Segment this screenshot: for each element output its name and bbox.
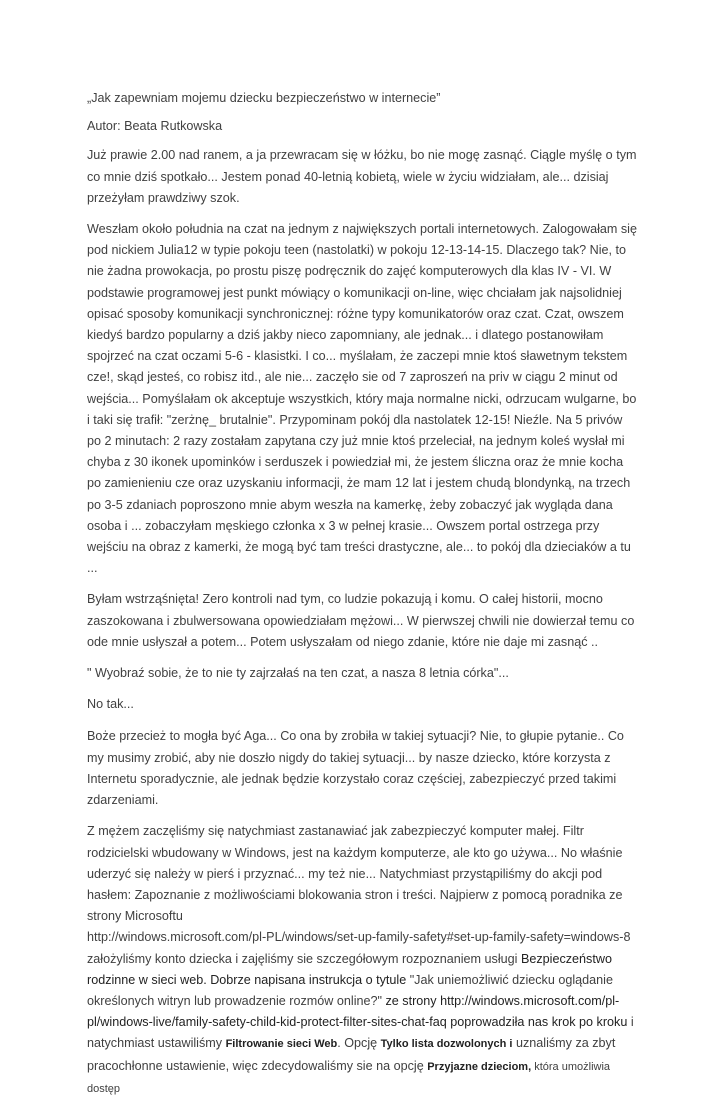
paragraph-1: Już prawie 2.00 nad ranem, a ja przewracam się w łóżku, bo nie mogę zasnąć. Ciągle myślę o tym co mnie dziś spotkało... Jestem ponad 40-letnią kobietą, wiele w życiu widziałam, ale... dzisiaj przeżyłam prawdziwy szok. (87, 148, 637, 205)
paragraph-7-text-5: która umożliwia dostęp (87, 1060, 611, 1095)
child-friendly-option: Przyjazne dzieciom, (427, 1060, 532, 1073)
paragraph-quote: " Wyobraź sobie, że to nie ty zajrzałaś na ten czat, a nasza 8 letnia córka"... (87, 666, 509, 681)
service-name-text: Bezpieczeństwo rodzinne w sieci web. Dobrze napisana instrukcja o tytule (87, 951, 612, 987)
paragraph-7-text-3: . Opcję (337, 1036, 381, 1051)
paragraph-7 (87, 821, 639, 1100)
allow-list-option: Tylko lista dozwolonych i (380, 1038, 513, 1051)
paragraph-7-text: założyliśmy konto dziecka i zajęliśmy sie szczegółowym rozpoznaniem usługi (87, 951, 521, 966)
instruction-source-text: ze strony http://windows.microsoft.com/pl-pl/windows-live/family-safety-child-kid-protect-filter-sites-chat-faq poprowadziła nas krok po kroku (87, 993, 628, 1030)
paragraph-short: No tak... (87, 697, 134, 712)
paragraph-7-text-2: i natychmiast ustawiliśmy (87, 1015, 634, 1051)
document-author: Autor: Beata Rutkowska (87, 119, 223, 134)
web-filter-label: Filtrowanie sieci Web (225, 1038, 338, 1051)
paragraph-2: Weszłam około południa na czat na jednym z największych portali internetowych. Zalogowałam się pod nickiem Julia12 w typie pokoju teen (nastolatki) w pokoju 12-13-14-15. Dlaczego tak? Nie, to nie żadna prowokacja, po prostu piszę podręcznik do zajęć komputerowych dla klas IV - VI. W podstawie programowej jest punkt mówiący o komunikacji on-line, więc chciałam jak najsolidniej opisać sposoby komunikacji synchronicznej: różne typy komunikatorów oraz czat. Czat, owszem kiedyś bardzo popularny a dziś jakby nieco zapomniany, ale jednak... i dlatego postanowiłam spojrzeć na czat oczami 5-6 - klasistki. I co... myślałam, że zaczepi mnie ktoś sławetnym tekstem cze!, skąd jesteś, co robisz itd., ale nie... zaczęło sie od 7 zaproszeń na priv w ciągu 2 minut od wejścia... Pomyślałam ok akceptuje wszystkich, który maja normalne nicki, odrzucam wulgarne, bo i taki się trafił: "zerżnę_ brutalnie". Przypominam pokój dla nastolatek 12-15! Nieźle. Na 5 privów po 2 minutach: 2 razy zostałam zapytana czy już mnie ktoś przeleciał, na jednym koleś wysłał mi chyba z 30 ikonek upominków i serduszek i powiedział mi, że jestem śliczna oraz że mnie kocha po zamienieniu cze oraz uzyskaniu informacji, że mam 12 lat i jestem chudą blondynką, na trzech po 3-5 zdaniach poproszono mnie abym weszła na kamerkę, żeby zobaczyć jak wygląda dana osoba i ... zobaczyłam męskiego członka x 3 w pełnej krasie... Owszem portal ostrzega przy wejściu na obraz z kamerki, że mogą być tam treści drastyczne, ale... to pokój dla dzieciaków a tu ... (87, 222, 637, 576)
paragraph-6: Boże przecież to mogła być Aga... Co ona by zrobiła w takiej sytuacji? Nie, to głupie pytanie.. Co my musimy zrobić, aby nie doszło nigdy do takiej sytuacji... by nasze dziecko, które korzysta z Internetu sporadycznie, ale jednak będzie korzystało coraz częściej, zabezpieczyć przed takimi zdarzeniami. (87, 729, 624, 808)
instruction-title-text: "Jak uniemożliwić dziecku oglądanie określonych witryn lub prowadzenie rozmów online?" (87, 972, 613, 1008)
paragraph-7-intro: Z mężem zaczęliśmy się natychmiast zastanawiać jak zabezpieczyć komputer małej. Filtr rodzicielski wbudowany w Windows, jest na każdym komputerze, ale kto go używa... No właśnie uderzyć się należy w pierś i przyznać... my też nie... Natychmiast przystąpiliśmy do akcji pod hasłem: Zapoznanie z możliwościami blokowania stron i treści. Najpierw z pomocą poradnika ze strony Microsoftu (87, 824, 623, 924)
paragraph-7-text-4: uznaliśmy za zbyt pracochłonne ustawienie, więc zdecydowaliśmy sie na opcję (87, 1036, 616, 1073)
document-body (87, 88, 639, 1110)
document-title: „Jak zapewniam mojemu dziecku bezpieczeństwo w internecie” (87, 91, 441, 105)
paragraph-3: Byłam wstrząśnięta! Zero kontroli nad tym, co ludzie pokazują i komu. O całej historii, mocno zaszokowana i zbulwersowana opowiedziałam mężowi... W pierwszej chwili nie dowierzał temu co ode mnie usłyszał a potem... Potem usłyszałam od niego zdanie, które nie daje mi zasnąć .. (87, 592, 635, 649)
microsoft-url-link[interactable]: http://windows.microsoft.com/pl-PL/windows/set-up-family-safety#set-up-family-safety=windows-8 (87, 930, 631, 945)
